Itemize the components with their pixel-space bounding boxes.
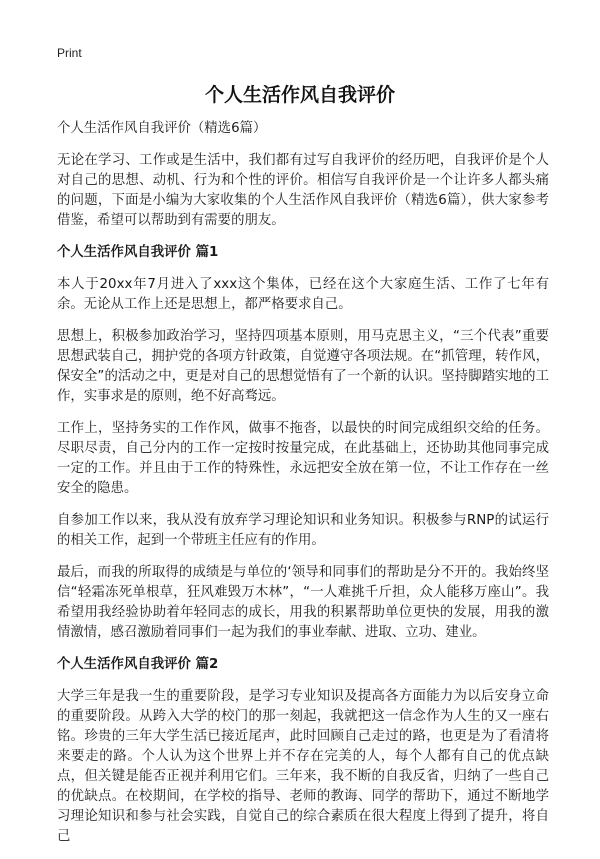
document-subtitle: 个人生活作风自我评价（精选6篇） <box>57 121 267 136</box>
paragraph: 自参加工作以来，我从没有放弃学习理论知识和业务知识。积极参与RNP的试运行的相关工作，起到一个带班主任应有的作用。 <box>57 513 549 548</box>
section-heading: 个人生活作风自我评价 篇1 <box>57 245 219 260</box>
section <box>57 655 549 847</box>
paragraph: 最后，而我的所取得的成绩是与单位的‘领导和同事们的帮助是分不开的。我始终坚信“轻霜冻死单根草，狂风难毁万木林”，“一人难挑千斤担，众人能移万座山”。我希望用我经验协助着年轻同志的成长，用我的积累帮助单位更快的发展，用我的激情激情，感召激励着同事们一起为我们的事业奉献、进取、立功、建业。 <box>57 565 549 640</box>
intro-paragraph: 无论在学习、工作或是生活中，我们都有过写自我评价的经历吧，自我评价是个人对自己的思想、动机、行为和个性的评价。相信写自我评价是一个让许多人都头痛的问题，下面是小编为大家收集的个人生活作风自我评价（精选6篇），供大家参考借鉴，希望可以帮助到有需要的朋友。 <box>57 153 549 228</box>
paragraph: 本人于20xx年7月进入了xxx这个集体，已经在这个大家庭生活、工作了七年有余。无论从工作上还是思想上，都严格要求自己。 <box>57 277 549 312</box>
paragraph: 思想上，积极参加政治学习，坚持四项基本原则，用马克思主义，“三个代表”重要思想武装自己，拥护党的各项方针政策，自觉遵守各项法规。在“抓管理，转作风，保安全”的活动之中，更是对自己的思想觉悟有了一个新的认识。坚持脚踏实地的工作，实事求是的原则，绝不好高骛远。 <box>57 329 549 404</box>
section <box>57 243 549 643</box>
page-title: 个人生活作风自我评价 <box>204 84 395 106</box>
paragraph: 大学三年是我一生的重要阶段，是学习专业知识及提高各方面能力为以后安身立命的重要阶段。从跨入大学的校门的那一刻起，我就把这一信念作为人生的又一座右铭。珍贵的三年大学生活已接近尾声，此时回顾自己走过的路，也更是为了看清将来要走的路。个人认为这个世界上并不存在完美的人，每个人都有自己的优点缺点，但关键是能否正视并利用它们。三年来，我不断的自我反省，归纳了一些自己的优缺点。在校期间，在学校的指导、老师的教诲、同学的帮助下，通过不断地学习理论知识和参与社会实践，自觉自己的综合素质在很大程度上得到了提升，将自己 <box>57 689 549 844</box>
print-link[interactable]: Print <box>57 46 82 60</box>
document-body <box>57 119 549 859</box>
section-heading: 个人生活作风自我评价 篇2 <box>57 657 219 672</box>
paragraph: 工作上，坚持务实的工作作风，做事不拖沓，以最快的时间完成组织交给的任务。尽职尽责，自己分内的工作一定按时按量完成，在此基础上，还协助其他同事完成一定的工作。并且由于工作的特殊性，永远把安全放在第一位，不让工作存在一丝安全的隐患。 <box>57 421 549 496</box>
